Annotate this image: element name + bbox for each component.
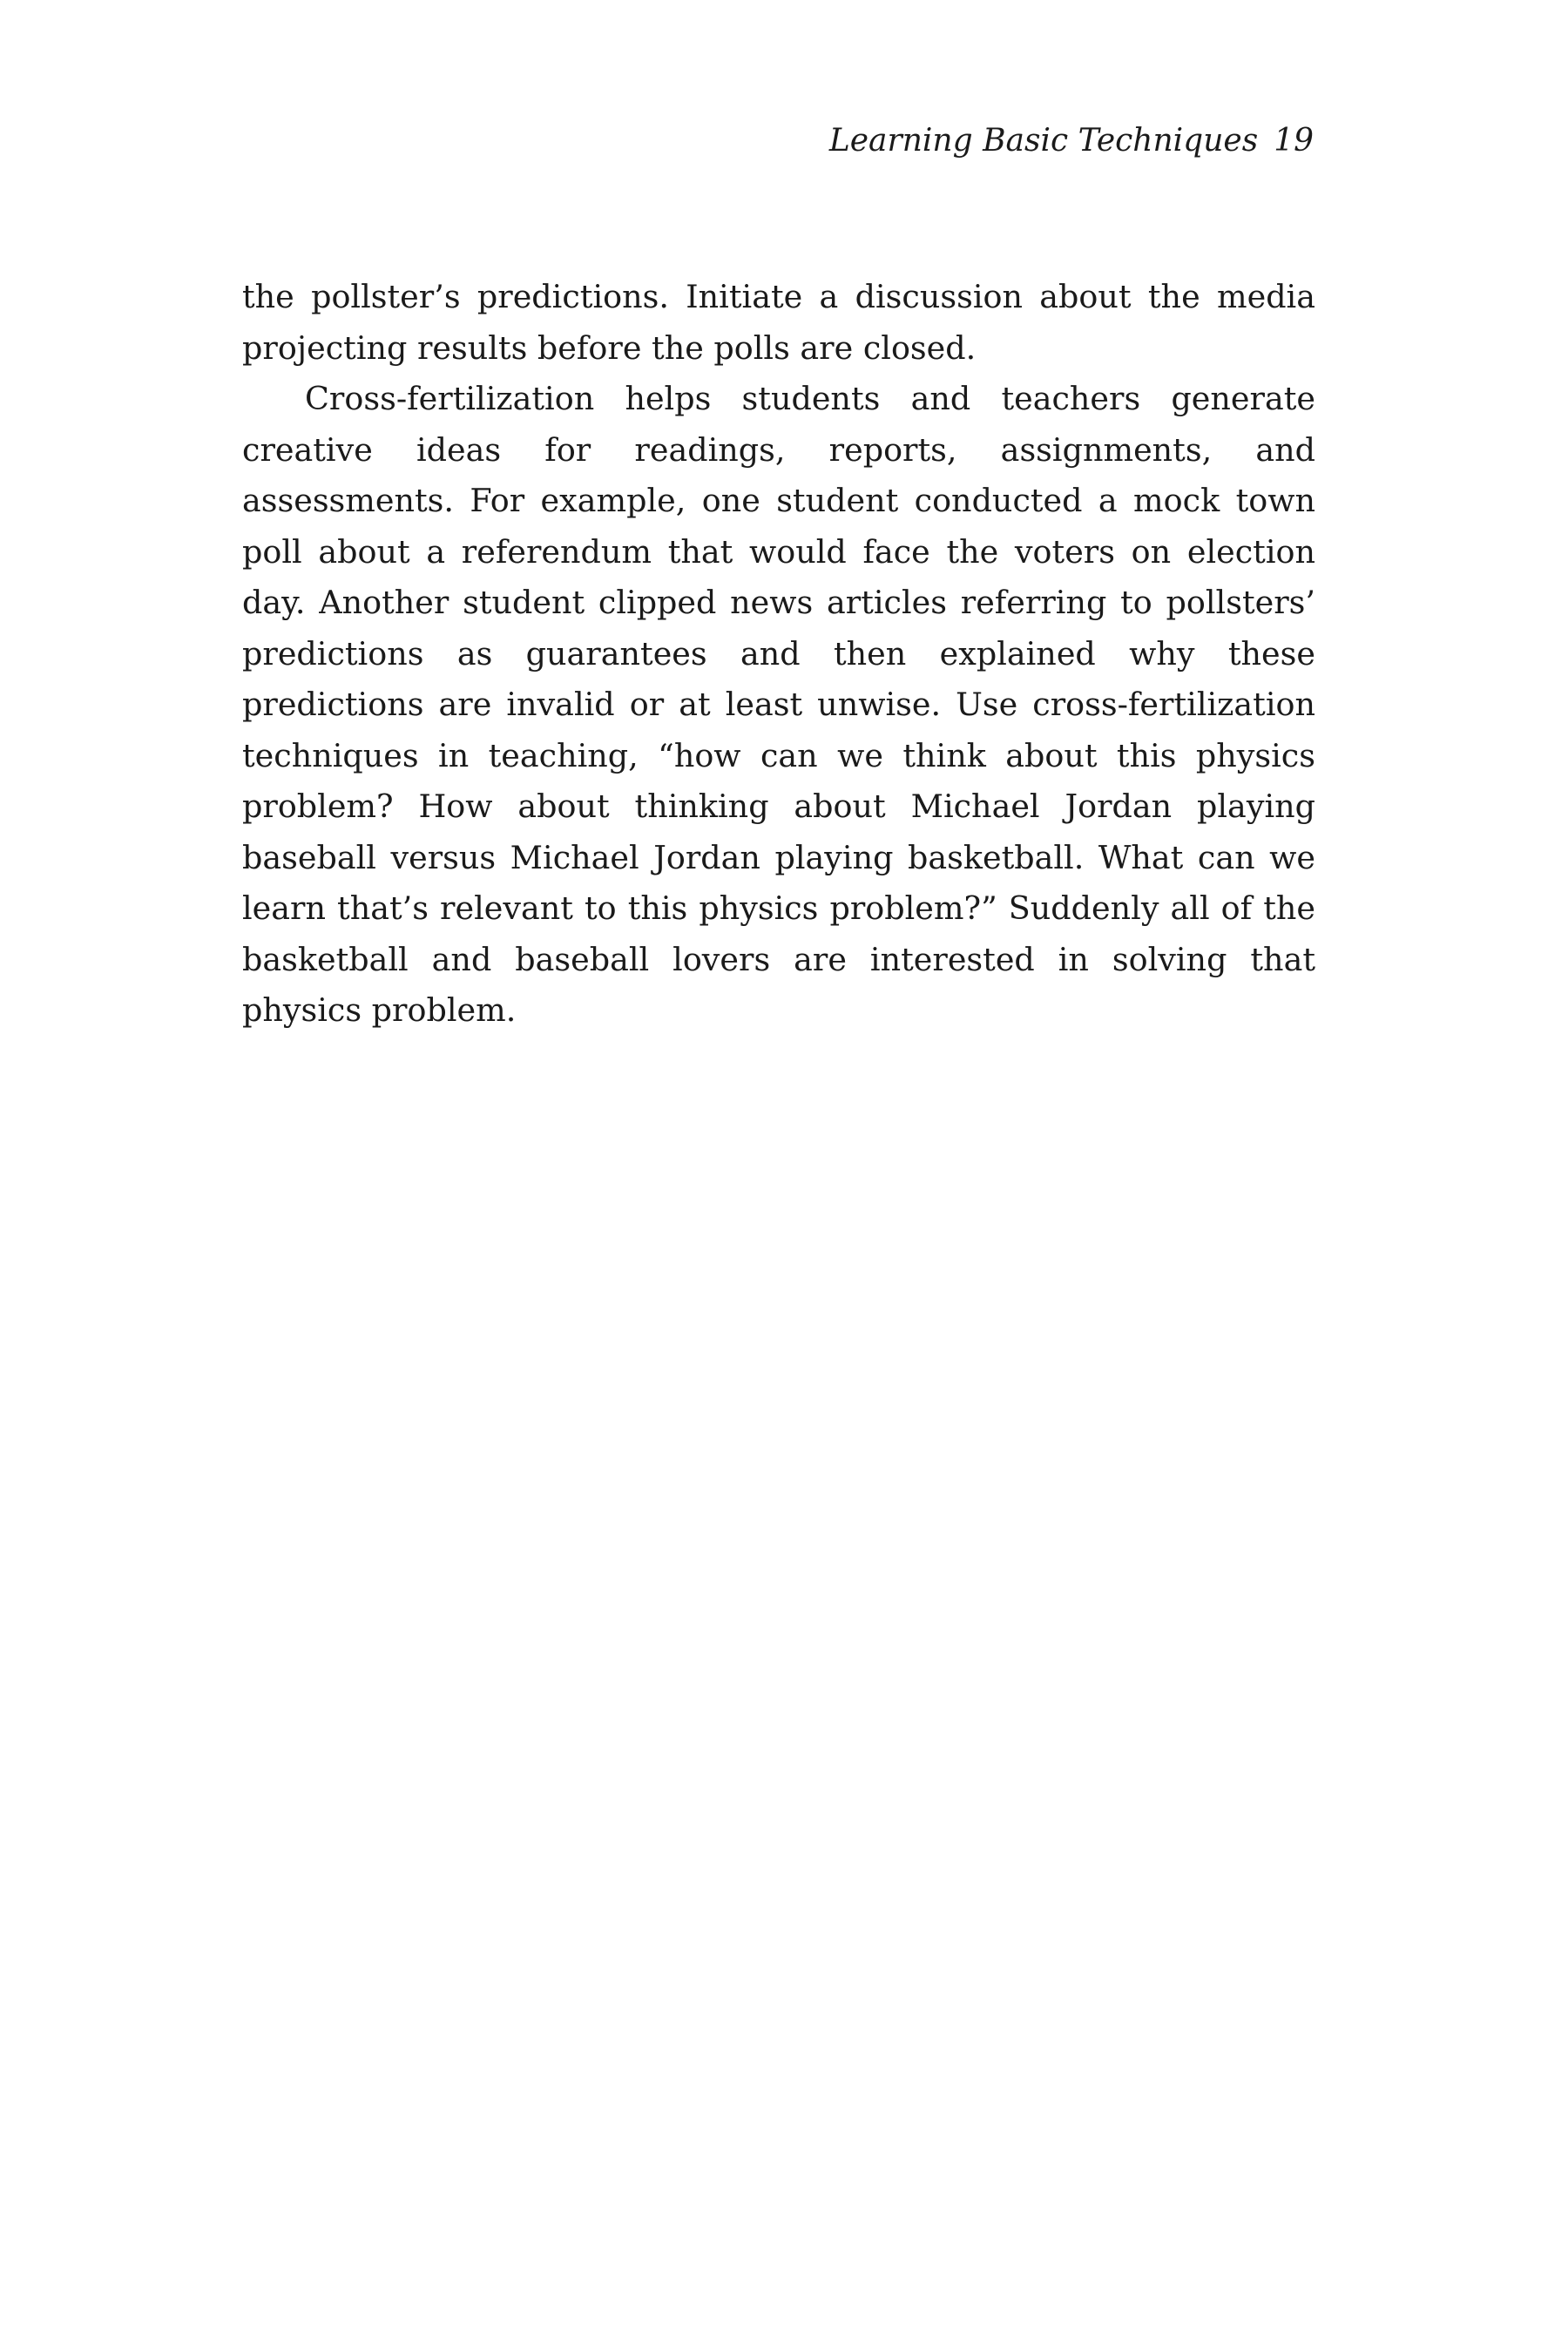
paragraph-continuation: the pollster’s predictions. Initiate a discussion about the media projecting results before the polls are closed. — [242, 278, 1315, 367]
running-title: Learning Basic Techniques — [828, 123, 1259, 159]
paragraph-cross-fertilization: Cross-fertilization helps students and teachers generate creative ideas for readings, reports, assignments, and assessments. For example, one student conducted a mock town poll about a referendum that would face the voters on election day. Another student clipped news articles referring to pollsters’ predictions as guarantees and then explained why these predictions are invalid or at least unwise. Use cross-fertilization techniques in teaching, “how can we think about this physics problem? How about thinking about Michael Jordan playing baseball versus Michael Jordan playing basketball. What can we learn that’s relevant to this physics problem?” Suddenly all of the basketball and baseball lovers are interested in solving that physics problem. — [242, 380, 1315, 1029]
body-text — [242, 272, 1315, 1037]
page-number: 19 — [1274, 123, 1314, 159]
running-head — [829, 122, 1314, 160]
